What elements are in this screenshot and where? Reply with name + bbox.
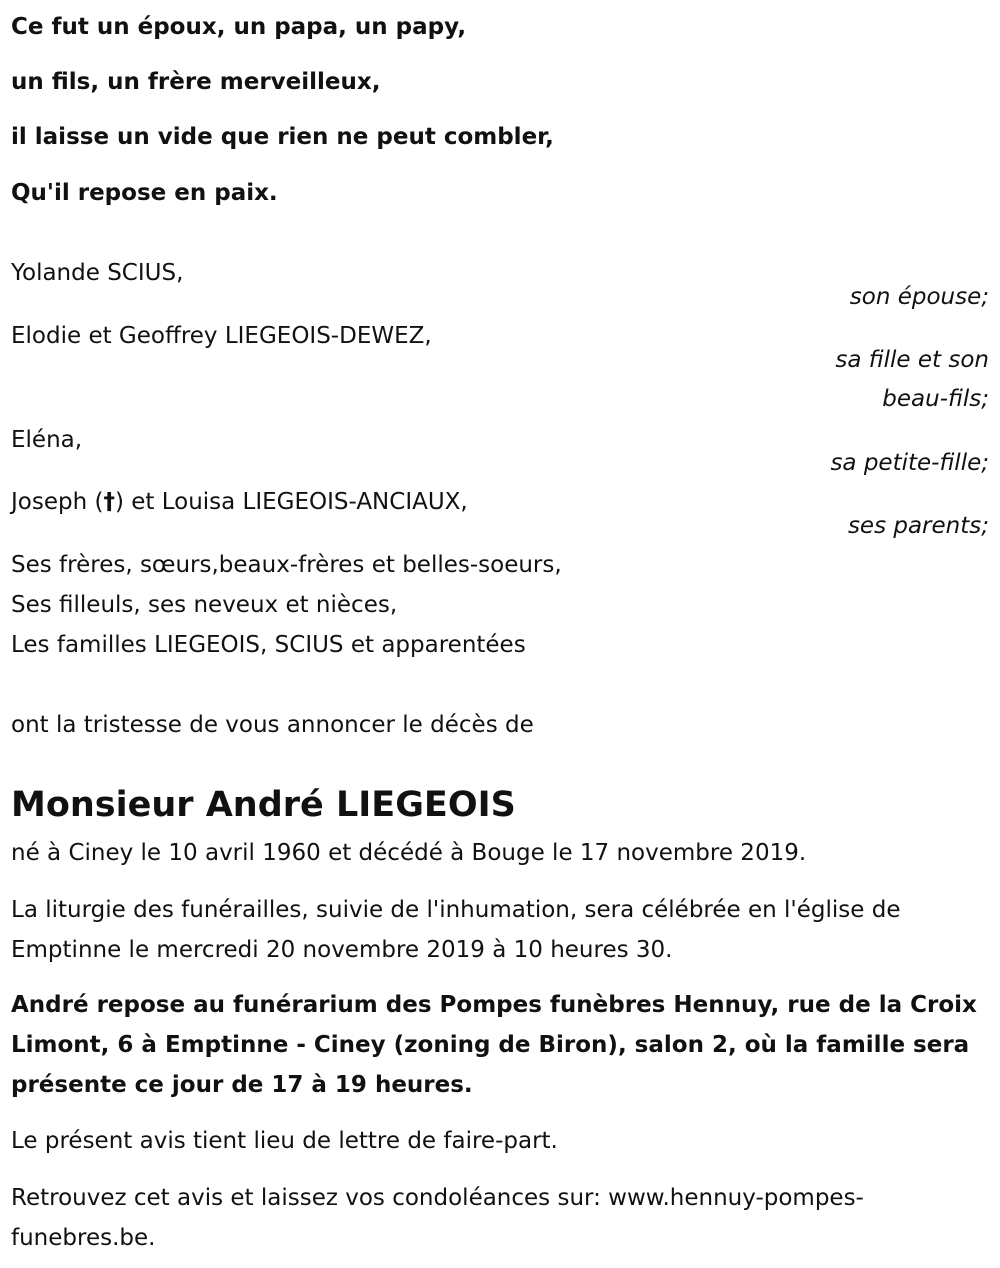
birth-death-info: né à Ciney le 10 avril 1960 et décédé à Bouge le 17 novembre 2019. <box>11 840 807 866</box>
announcement-text: ont la tristesse de vous annoncer le décès de <box>11 712 534 738</box>
condolences-text: Retrouvez cet avis et laissez vos condoléances sur: www.hennuy-pompes-funebres.be. <box>11 1185 864 1251</box>
other-family-line-3: Les familles LIEGEOIS, SCIUS et apparentées <box>11 632 526 658</box>
family-name-parents <box>11 487 468 517</box>
family-name-elena: Eléna, <box>11 427 83 453</box>
ceremony-info: La liturgie des funérailles, suivie de l'inhumation, sera célébrée en l'église de Emptinne le mercredi 20 novembre 2019 à 10 heures 30. <box>11 897 901 963</box>
funeral-home-info: André repose au funérarium des Pompes funèbres Hennuy, rue de la Croix Limont, 6 à Emptinne - Ciney (zoning de Biron), salon 2, où la famille sera présente ce jour de 17 à 19 heures. <box>11 992 977 1098</box>
poem-line-4: Qu'il repose en paix. <box>11 180 278 206</box>
parents-name-after: ) et Louisa LIEGEOIS-ANCIAUX, <box>114 489 468 515</box>
relation-parents: ses parents; <box>847 513 989 539</box>
poem-line-1: Ce fut un époux, un papa, un papy, <box>11 14 467 40</box>
poem-line-2: un fils, un frère merveilleux, <box>11 69 381 95</box>
family-name-yolande: Yolande SCIUS, <box>11 260 184 286</box>
relation-spouse: son épouse; <box>849 284 989 310</box>
poem-line-3: il laisse un vide que rien ne peut combler, <box>11 124 554 150</box>
other-family-line-2: Ses filleuls, ses neveux et nièces, <box>11 592 398 618</box>
parents-name-before: Joseph ( <box>11 489 104 515</box>
relation-son-in-law: beau-fils; <box>882 386 989 412</box>
family-name-elodie: Elodie et Geoffrey LIEGEOIS-DEWEZ, <box>11 323 432 349</box>
notice-text: Le présent avis tient lieu de lettre de faire-part. <box>11 1128 558 1154</box>
obituary-notice <box>11 0 991 1268</box>
deceased-name: Monsieur André LIEGEOIS <box>11 785 516 825</box>
relation-daughter: sa fille et son <box>835 347 989 373</box>
other-family-line-1: Ses frères, sœurs,beaux-frères et belles-soeurs, <box>11 552 562 578</box>
cross-icon: † <box>103 489 115 515</box>
relation-granddaughter: sa petite-fille; <box>830 450 989 476</box>
